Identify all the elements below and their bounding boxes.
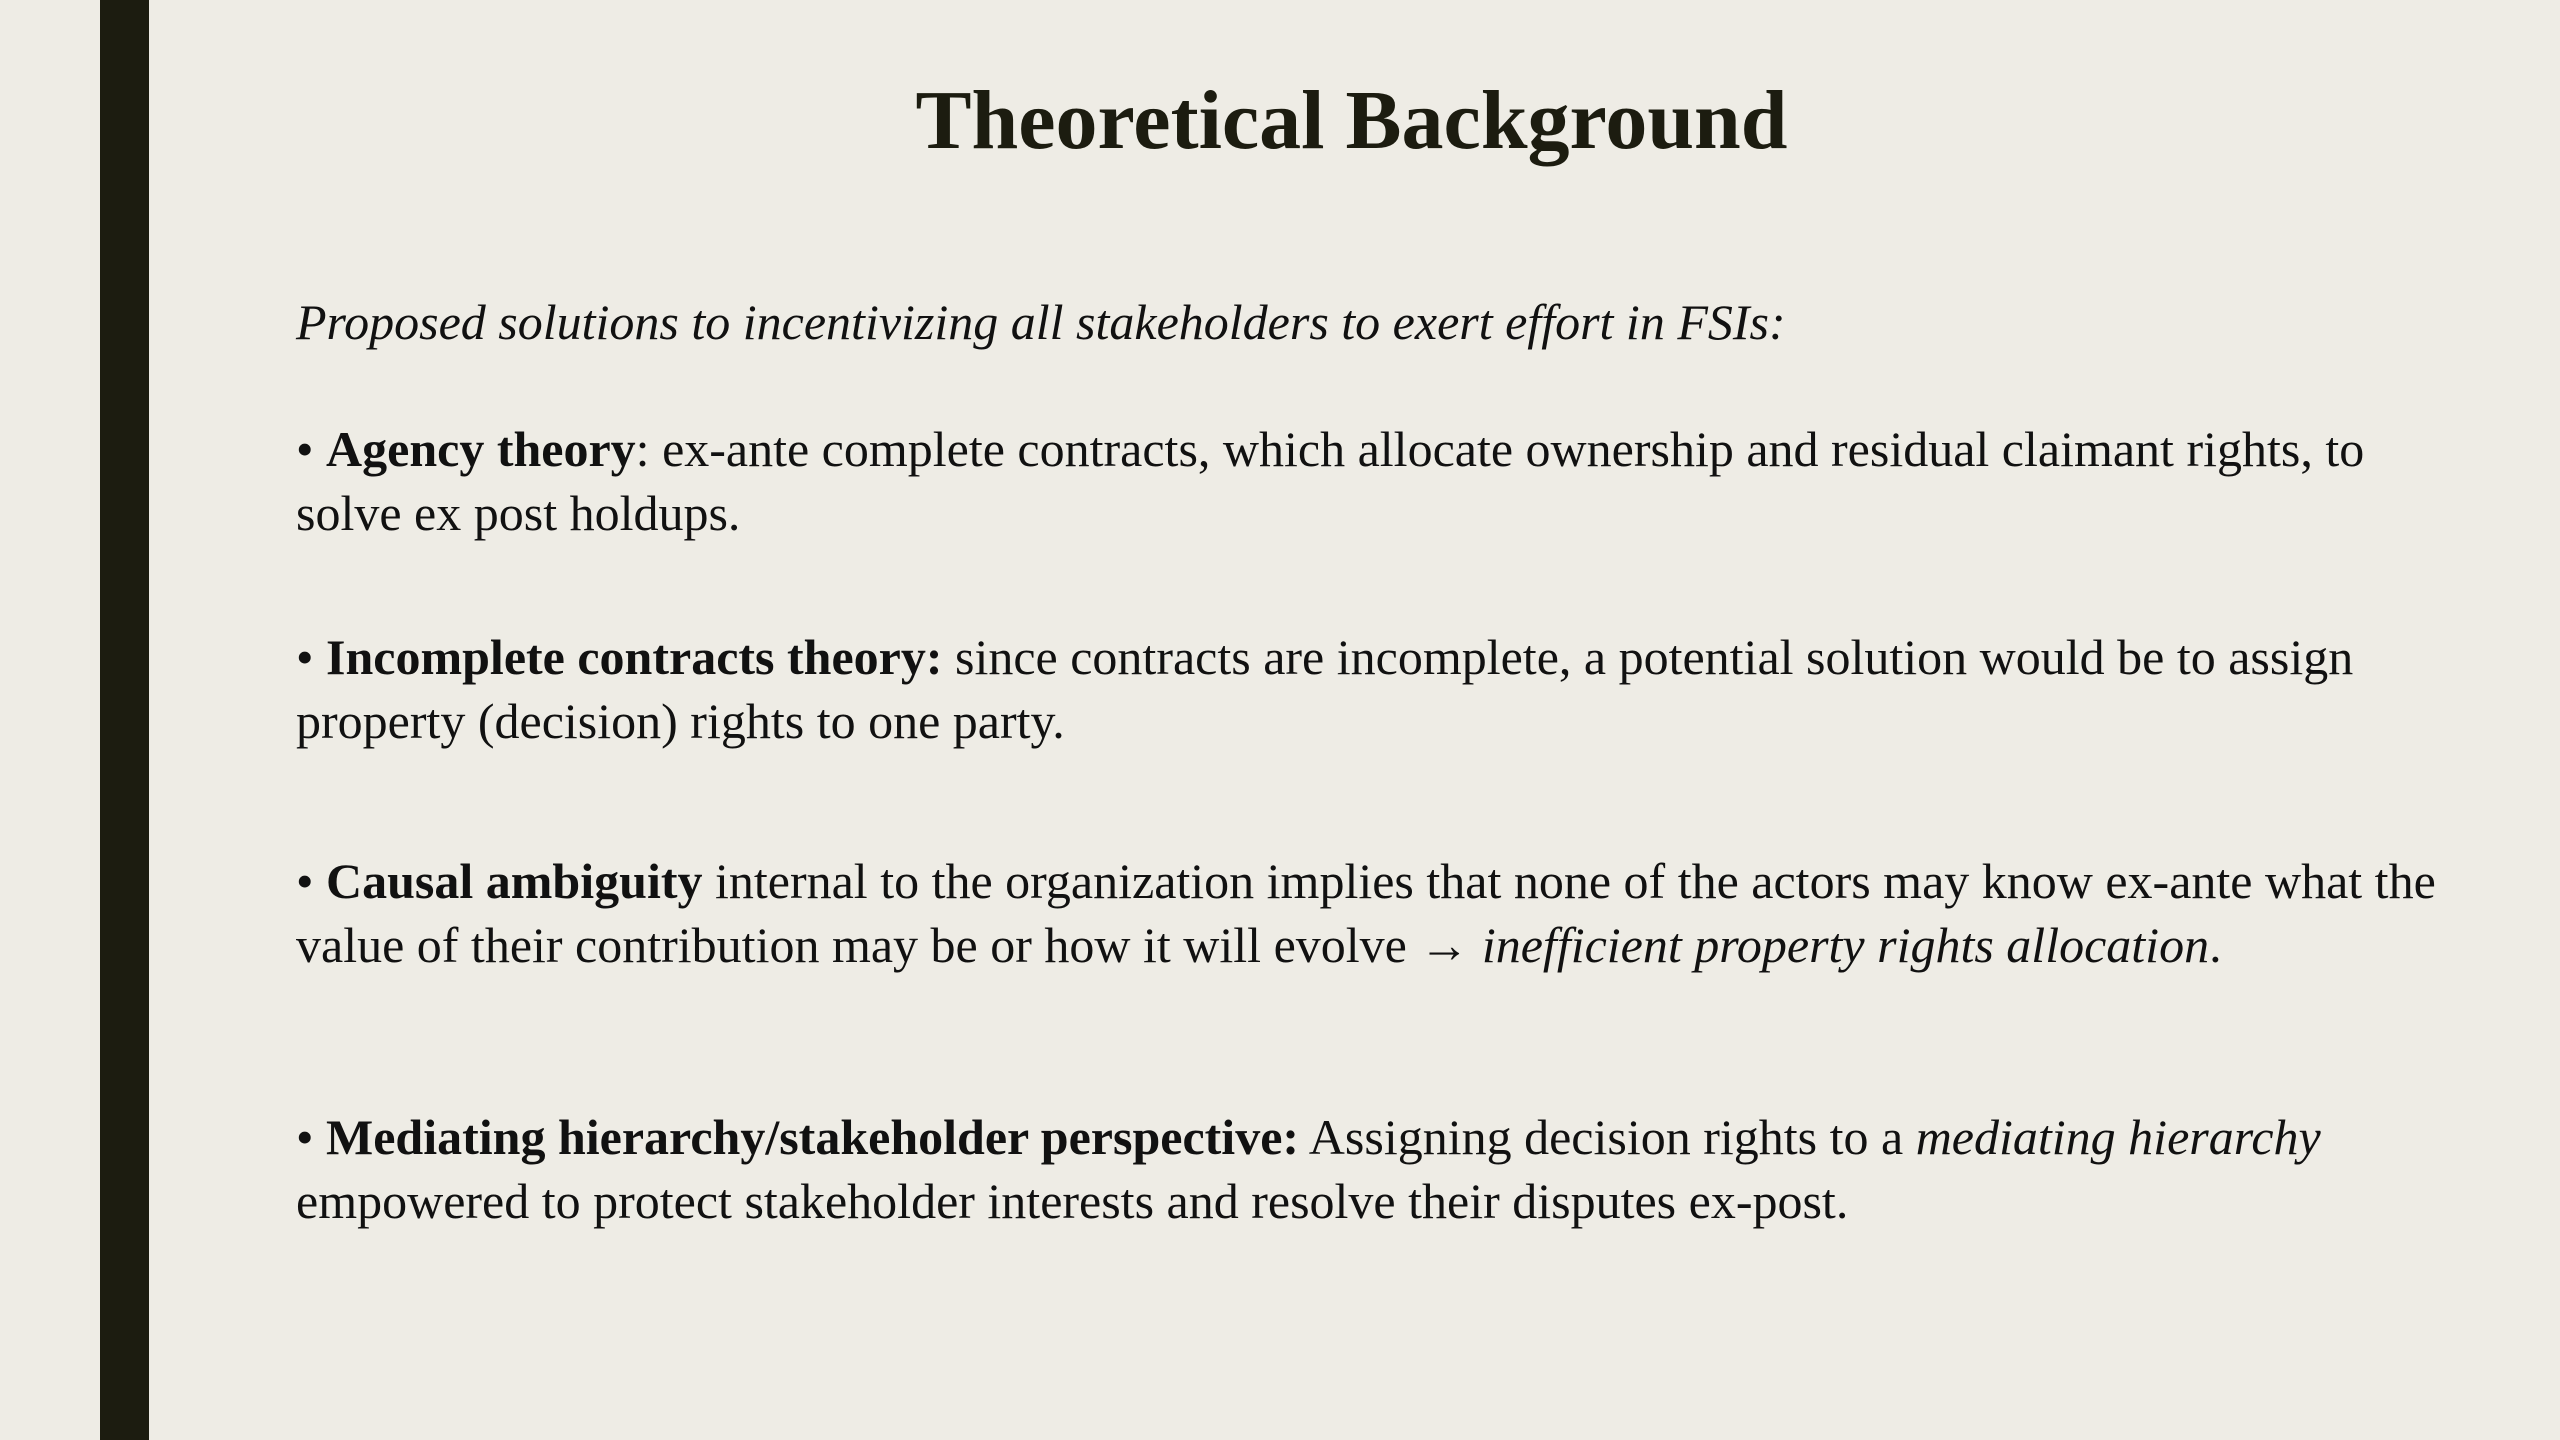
bullet-text: : ex-ante complete contracts, which allocate ownership and residual claimant rights, to solve ex post holdups. <box>296 421 2365 541</box>
bullet-marker: • <box>296 853 314 909</box>
accent-bar <box>100 0 149 1440</box>
bullet-term: Mediating hierarchy/stakeholder perspective: <box>326 1109 1300 1165</box>
intro-text: Proposed solutions to incentivizing all stakeholders to exert effort in FSIs: <box>296 294 1786 350</box>
bullet-emphasis: inefficient property rights allocation <box>1481 917 2210 973</box>
slide-content <box>296 290 2436 1229</box>
bullet-term: Causal ambiguity <box>326 853 703 909</box>
bullet-text: since contracts are incomplete, a potential solution would be to assign property (decision) rights to one party. <box>296 629 2354 749</box>
bullet-text: Assigning decision rights to a <box>1299 1109 1916 1165</box>
bullet-marker: • <box>296 421 314 477</box>
bullet-agency-theory <box>296 417 2436 545</box>
right-arrow-icon: → <box>1419 917 1470 973</box>
bullet-term: Agency theory <box>326 421 636 477</box>
bullet-marker: • <box>296 629 314 685</box>
slide-title: Theoretical Background <box>915 74 1788 167</box>
bullet-causal-ambiguity <box>296 849 2436 977</box>
bullet-marker: • <box>296 1109 314 1165</box>
bullet-tail: empowered to protect stakeholder interests and resolve their disputes ex-post. <box>296 1173 1849 1229</box>
bullet-mediating-hierarchy <box>296 1105 2436 1233</box>
bullet-incomplete-contracts <box>296 625 2436 753</box>
bullet-tail: . <box>2209 917 2222 973</box>
bullet-emphasis: mediating hierarchy <box>1915 1109 2321 1165</box>
bullet-text: internal to the organization implies that none of the actors may know ex-ante what the value of their contribution may be or how it will evolve <box>296 853 2436 973</box>
bullet-term: Incomplete contracts theory: <box>326 629 943 685</box>
